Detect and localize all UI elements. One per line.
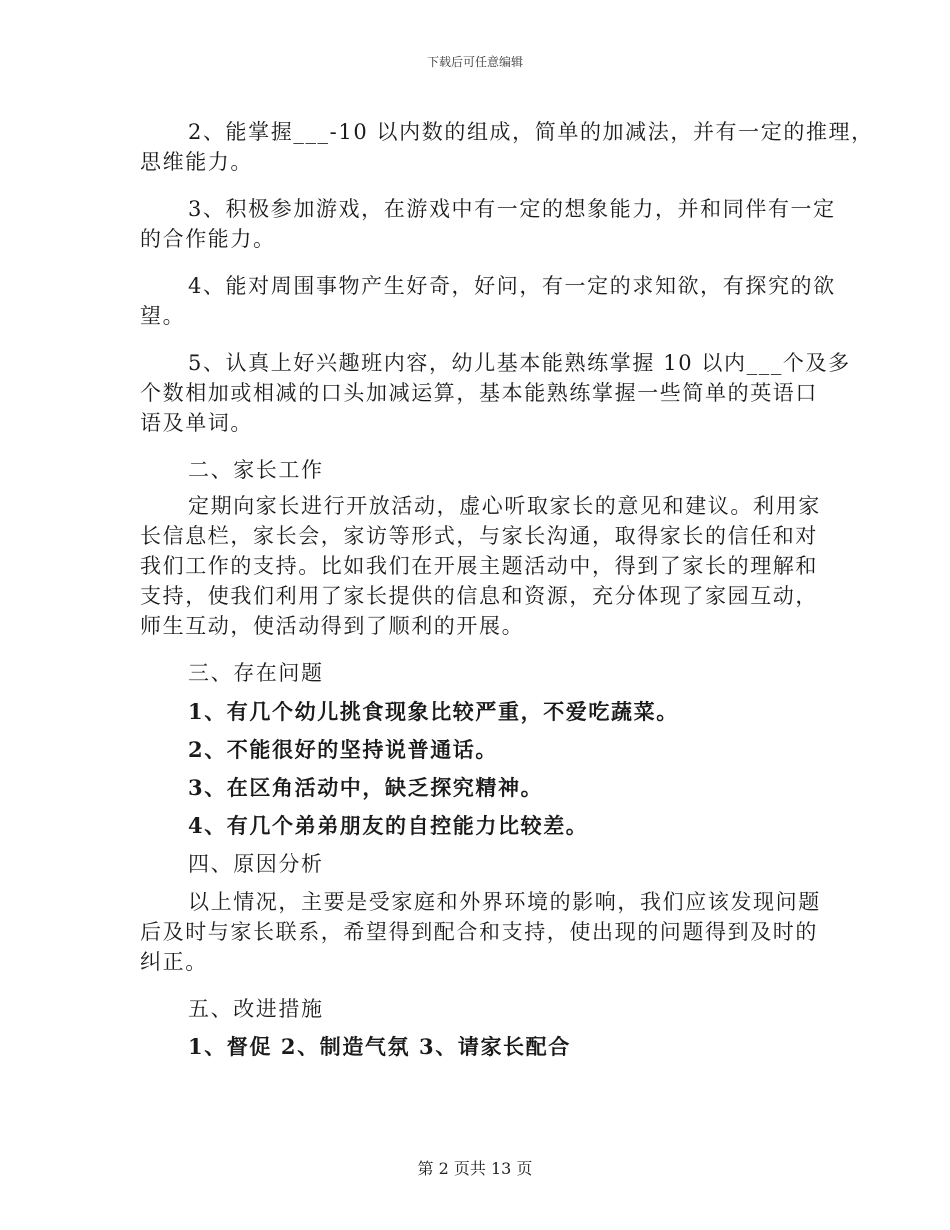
list-item: 4、有几个弟弟朋友的自控能力比较差。 <box>188 813 589 838</box>
section-heading: 五、改进措施 <box>188 997 324 1021</box>
paragraph-line: 4、能对周围事物产生好奇，好问，有一定的求知欲，有探究的欲 <box>188 274 836 298</box>
paragraph-line: 师生互动，使活动得到了顺利的开展。 <box>140 614 525 638</box>
list-item: 3、在区角活动中，缺乏探究精神。 <box>188 775 544 800</box>
paragraph-line: 长信息栏，家长会，家访等形式，与家长沟通，取得家长的信任和对 <box>140 524 818 548</box>
paragraph-line: 的合作能力。 <box>140 227 276 251</box>
paragraph-line: 5、认真上好兴趣班内容，幼儿基本能熟练掌握 10 以内___个及多 <box>188 351 851 375</box>
paragraph-line: 望。 <box>140 304 186 328</box>
paragraph-line: 以上情况，主要是受家庭和外界环境的影响，我们应该发现问题 <box>188 890 821 914</box>
paragraph-line: 我们工作的支持。比如我们在开展主题活动中，得到了家长的理解和 <box>140 554 818 578</box>
list-item: 2、不能很好的坚持说普通话。 <box>188 737 499 762</box>
paragraph-line: 支持，使我们利用了家长提供的信息和资源，充分体现了家园互动， <box>140 584 818 608</box>
paragraph-line: 2、能掌握___-10 以内数的组成，简单的加减法，并有一定的推理， <box>188 120 874 144</box>
section-heading: 二、家长工作 <box>188 458 324 482</box>
paragraph-line: 个数相加或相减的口头加减运算，基本能熟练掌握一些简单的英语口 <box>140 381 818 405</box>
page-footer: 第 2 页共 13 页 <box>417 1159 533 1178</box>
section-heading: 三、存在问题 <box>188 661 324 685</box>
paragraph-line: 3、积极参加游戏，在游戏中有一定的想象能力，并和同伴有一定 <box>188 197 836 221</box>
paragraph-line: 思维能力。 <box>140 150 253 174</box>
paragraph-line: 后及时与家长联系，希望得到配合和支持，使出现的问题得到及时的 <box>140 920 818 944</box>
paragraph-line: 纠正。 <box>140 950 208 974</box>
list-item: 1、督促 2、制造气氛 3、请家长配合 <box>188 1034 571 1059</box>
paragraph-line: 语及单词。 <box>140 411 253 435</box>
list-item: 1、有几个幼儿挑食现象比较严重，不爱吃蔬菜。 <box>188 699 679 724</box>
section-heading: 四、原因分析 <box>188 852 324 876</box>
page-header: 下载后可任意编辑 <box>426 55 523 69</box>
paragraph-line: 定期向家长进行开放活动，虚心听取家长的意见和建议。利用家 <box>188 494 821 518</box>
